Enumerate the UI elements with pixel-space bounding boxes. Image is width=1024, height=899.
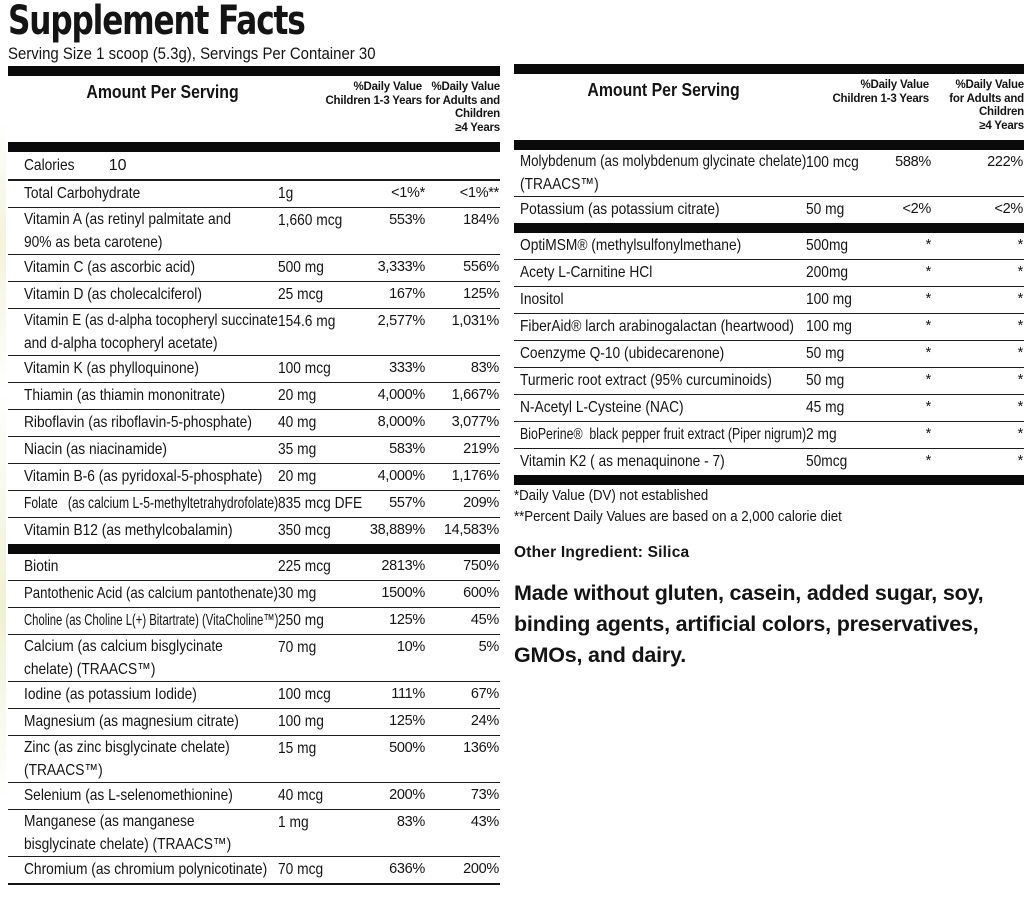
nutrient-name	[8, 181, 278, 206]
nutrient-row	[8, 708, 500, 735]
nutrient-name	[514, 341, 806, 366]
nutrient-name-line1: Vitamin A (as retinyl palmitate and	[24, 211, 232, 228]
dv-children-value: 588%	[895, 154, 931, 170]
dv-adults-value: 83%	[470, 360, 499, 376]
nutrient-name-line1: Folate (as calcium L-5-methyltetrahydrofolate)	[24, 495, 279, 512]
dv-children-value: *	[925, 426, 931, 442]
calories-row	[8, 152, 500, 180]
dv-adults-value: 200%	[463, 861, 499, 877]
dv-not-established-note: *Daily Value (DV) not established	[514, 487, 709, 504]
nutrient-name	[8, 208, 278, 254]
dv-adults-value: 1,176%	[451, 468, 499, 484]
nutrient-amount: 100 mcg	[278, 686, 331, 703]
nutrient-row	[8, 607, 500, 634]
nutrient-amount: 100 mcg	[278, 360, 331, 377]
nutrient-amount: 100 mg	[806, 291, 852, 308]
dv-adults-value: 750%	[463, 558, 499, 574]
nutrient-row	[8, 308, 500, 355]
nutrient-amount: 835 mcg DFE	[278, 495, 363, 512]
nutrient-amount: 225 mcg	[278, 558, 331, 575]
right-panel	[514, 64, 1024, 671]
dv-children-value: 10%	[396, 639, 425, 655]
nutrient-name	[8, 309, 278, 355]
dv-children-value: 2,577%	[377, 313, 425, 329]
nutrient-name	[8, 709, 278, 734]
nutrient-name-line1: Vitamin D (as cholecalciferol)	[24, 286, 202, 303]
nutrient-name	[514, 395, 806, 420]
dv-adults-value: *	[1017, 264, 1023, 280]
divider-bar	[514, 64, 1024, 74]
nutrient-name-line1: Iodine (as potassium Iodide)	[24, 686, 197, 703]
nutrient-row	[514, 259, 1024, 286]
dv-children-value: 636%	[389, 861, 425, 877]
right-table-header	[514, 74, 1024, 140]
nutrient-name-line1: Vitamin K (as phylloquinone)	[24, 360, 199, 377]
nutrient-row	[514, 150, 1024, 196]
dv-children-value: <1%*	[391, 185, 425, 201]
nutrient-amount: 20 mg	[278, 468, 317, 485]
amount-per-serving-header: Amount Per Serving	[587, 80, 741, 100]
dv-children-value: 583%	[389, 441, 425, 457]
nutrient-amount: 25 mcg	[278, 286, 324, 303]
dv-children-value: 500%	[389, 740, 425, 756]
nutrient-amount: 45 mg	[806, 399, 845, 416]
nutrient-name	[8, 635, 278, 681]
nutrient-row	[514, 286, 1024, 313]
nutrient-name-line1: Turmeric root extract (95% curcuminoids)	[520, 372, 772, 389]
nutrient-row	[8, 782, 500, 809]
nutrient-amount: 154.6 mg	[278, 313, 336, 330]
nutrient-name-line1: Biotin	[24, 558, 59, 575]
nutrient-row	[8, 355, 500, 382]
dv-children-value: 557%	[389, 495, 425, 511]
nutrient-name-line1: BioPerine® black pepper fruit extract (Piper nigrum)	[520, 426, 807, 443]
other-ingredient: Other Ingredient: Silica	[514, 544, 690, 561]
dv-adults-value: 1,031%	[451, 313, 499, 329]
nutrient-row	[8, 681, 500, 708]
dv-adults-value: *	[1017, 345, 1023, 361]
nutrient-amount: 1g	[278, 185, 294, 202]
nutrient-name-line2: (TRAACS™)	[24, 762, 103, 779]
dv-children-value: *	[925, 372, 931, 388]
dv-adults-value: 45%	[470, 612, 499, 628]
nutrient-name	[514, 260, 806, 285]
nutrient-name	[514, 287, 806, 312]
dv-adults-value: 43%	[470, 814, 499, 830]
nutrient-name-line1: Acety L-Carnitine HCl	[520, 264, 653, 281]
label-edge-tint	[0, 120, 6, 800]
nutrient-row	[514, 340, 1024, 367]
nutrient-name	[8, 857, 278, 882]
percent-dv-note: **Percent Daily Values are based on a 2,000 calorie diet	[514, 508, 842, 525]
dv-children-value: 83%	[396, 814, 425, 830]
dv-children-value: 3,333%	[377, 259, 425, 275]
dv-adults-value: <1%**	[459, 185, 499, 201]
nutrient-amount: 40 mcg	[278, 787, 324, 804]
dv-children-header: %Daily Value Children 1-3 Years	[832, 79, 929, 105]
dv-children-value: 200%	[389, 787, 425, 803]
nutrient-name-line1: Chromium (as chromium polynicotinate)	[24, 861, 268, 878]
nutrient-name-line1: Manganese (as manganese	[24, 813, 195, 830]
nutrient-amount: 100 mg	[278, 713, 324, 730]
divider-bar	[8, 66, 500, 76]
nutrient-amount: 15 mg	[278, 740, 317, 757]
dv-children-value: 4,000%	[377, 468, 425, 484]
nutrient-row	[8, 254, 500, 281]
dv-adults-value: 222%	[987, 154, 1023, 170]
dv-adults-value: 600%	[463, 585, 499, 601]
dv-children-header: %Daily Value Children 1-3 Years	[325, 81, 422, 107]
nutrient-amount: 1,660 mcg	[278, 212, 343, 229]
nutrient-name	[8, 783, 278, 808]
nutrient-name-line1: OptiMSM® (methylsulfonylmethane)	[520, 237, 742, 254]
nutrient-amount: 2 mg	[806, 426, 837, 443]
nutrient-row	[8, 809, 500, 856]
nutrient-amount: 50 mg	[806, 201, 845, 218]
nutrient-row	[514, 233, 1024, 259]
nutrient-name	[8, 410, 278, 435]
nutrient-row	[8, 436, 500, 463]
divider-bar	[514, 475, 1024, 485]
nutrient-name-line1: Thiamin (as thiamin mononitrate)	[24, 387, 226, 404]
nutrient-name-line1: N-Acetyl L-Cysteine (NAC)	[520, 399, 684, 416]
dv-adults-value: *	[1017, 291, 1023, 307]
dv-adults-value: 67%	[470, 686, 499, 702]
nutrient-name-line1: Selenium (as L-selenomethionine)	[24, 787, 233, 804]
nutrient-name-line1: Potassium (as potassium citrate)	[520, 201, 720, 218]
dv-adults-value: 5%	[478, 639, 499, 655]
dv-children-value: *	[925, 453, 931, 469]
dv-adults-value: 125%	[463, 286, 499, 302]
nutrient-row	[8, 382, 500, 409]
nutrient-amount: 70 mcg	[278, 861, 324, 878]
nutrient-row	[8, 409, 500, 436]
nutrient-row	[8, 463, 500, 490]
nutrient-name-line1: Riboflavin (as riboflavin-5-phosphate)	[24, 414, 252, 431]
dv-adults-value: *	[1017, 237, 1023, 253]
dv-adults-value: 219%	[463, 441, 499, 457]
nutrient-amount: 50 mg	[806, 372, 845, 389]
nutrient-name	[514, 368, 806, 393]
dv-adults-value: 1,667%	[451, 387, 499, 403]
nutrient-amount: 70 mg	[278, 639, 317, 656]
nutrient-amount: 200mg	[806, 264, 849, 281]
nutrient-name-line1: Calcium (as calcium bisglycinate	[24, 638, 223, 655]
nutrient-name-line1: Vitamin B-6 (as pyridoxal-5-phosphate)	[24, 468, 263, 485]
dv-adults-value: 3,077%	[451, 414, 499, 430]
dv-children-value: 125%	[389, 713, 425, 729]
nutrient-amount: 20 mg	[278, 387, 317, 404]
dv-adults-value: *	[1017, 399, 1023, 415]
nutrient-name	[8, 464, 278, 489]
dv-children-value: 125%	[389, 612, 425, 628]
nutrient-name-line1: Vitamin C (as ascorbic acid)	[24, 259, 196, 276]
nutrient-name	[514, 150, 806, 196]
dv-children-value: <2%	[902, 201, 931, 217]
nutrient-name	[8, 810, 278, 856]
nutrient-name-line1: Pantothenic Acid (as calcium pantothenate)	[24, 585, 278, 602]
nutrient-name	[8, 437, 278, 462]
nutrient-row	[514, 196, 1024, 223]
dv-children-value: *	[925, 264, 931, 280]
dv-children-value: 8,000%	[377, 414, 425, 430]
nutrient-name	[514, 422, 806, 447]
nutrient-name-line2: (TRAACS™)	[520, 176, 599, 193]
nutrient-name-line2: 90% as beta carotene)	[24, 234, 163, 251]
nutrient-name-line1: Niacin (as niacinamide)	[24, 441, 168, 458]
dv-children-value: 38,889%	[369, 522, 425, 538]
dv-adults-value: 14,583%	[443, 522, 499, 538]
dv-adults-value: *	[1017, 372, 1023, 388]
dv-children-value: 167%	[389, 286, 425, 302]
nutrient-amount: 30 mg	[278, 585, 317, 602]
nutrient-name-line1: Inositol	[520, 291, 564, 308]
nutrient-amount: 100 mcg	[806, 154, 859, 171]
nutrient-amount: 40 mg	[278, 414, 317, 431]
calories-label: Calories	[24, 156, 75, 174]
dv-adults-value: 136%	[463, 740, 499, 756]
dv-adults-value: 184%	[463, 212, 499, 228]
dv-children-value: 111%	[391, 686, 425, 702]
nutrient-row	[514, 367, 1024, 394]
dv-adults-value: *	[1017, 318, 1023, 334]
nutrient-name-line2: chelate) (TRAACS™)	[24, 661, 156, 678]
nutrient-row	[8, 180, 500, 207]
dv-children-value: 2813%	[381, 558, 425, 574]
nutrient-amount: 350 mcg	[278, 522, 331, 539]
nutrient-name-line1: Vitamin E (as d-alpha tocopheryl succinate	[24, 312, 278, 329]
amount-per-serving-header: Amount Per Serving	[86, 82, 239, 102]
nutrient-name-line2: bisglycinate chelate) (TRAACS™)	[24, 836, 232, 853]
nutrient-name	[514, 233, 806, 258]
made-without-claims: Made without gluten, casein, added sugar, soy, binding agents, artificial colors, preservatives, GMOs, and dairy.	[514, 581, 984, 667]
nutrient-row	[8, 517, 500, 544]
nutrient-name-line1: Magnesium (as magnesium citrate)	[24, 713, 239, 730]
nutrient-name-line1: Total Carbohydrate	[24, 185, 141, 202]
nutrient-name-line2: and d-alpha tocopheryl acetate)	[24, 335, 218, 352]
nutrient-row	[8, 207, 500, 254]
nutrient-row	[8, 856, 500, 883]
dv-children-value: 4,000%	[377, 387, 425, 403]
dv-children-value: *	[925, 345, 931, 361]
dv-children-value: 333%	[389, 360, 425, 376]
calories-value: 10	[108, 156, 127, 174]
dv-children-value: *	[925, 318, 931, 334]
serving-info: Serving Size 1 scoop (5.3g), Servings Per Container 30	[8, 44, 376, 63]
nutrient-amount: 1 mg	[278, 814, 309, 831]
nutrient-name	[8, 581, 278, 606]
divider-bar	[8, 544, 500, 554]
left-table-header	[8, 76, 500, 142]
nutrient-amount: 50mcg	[806, 453, 848, 470]
dv-adults-value: *	[1017, 453, 1023, 469]
nutrient-row	[8, 554, 500, 580]
nutrient-name-line1: FiberAid® larch arabinogalactan (heartwood)	[520, 318, 795, 335]
dv-children-value: *	[925, 237, 931, 253]
dv-adults-value: <2%	[994, 201, 1023, 217]
left-table-section-2	[8, 554, 500, 885]
nutrient-amount: 500 mg	[278, 259, 324, 276]
dv-children-value: *	[925, 399, 931, 415]
nutrient-amount: 500mg	[806, 237, 849, 254]
nutrient-name	[8, 608, 278, 633]
nutrient-row	[514, 448, 1024, 475]
dv-adults-value: 556%	[463, 259, 499, 275]
nutrient-name-line1: Vitamin B12 (as methylcobalamin)	[24, 522, 233, 539]
nutrient-row	[514, 421, 1024, 448]
dv-adults-value: *	[1017, 426, 1023, 442]
dv-children-value: *	[925, 291, 931, 307]
nutrient-name	[8, 282, 278, 307]
nutrient-name	[8, 491, 278, 516]
nutrient-name	[8, 554, 278, 579]
left-panel	[8, 0, 500, 885]
left-table-section-1	[8, 152, 500, 544]
page-title: Supplement Facts	[8, 0, 305, 44]
right-table-section-2	[514, 233, 1024, 475]
nutrient-row	[514, 313, 1024, 340]
dv-adults-value: 209%	[463, 495, 499, 511]
dv-adults-header: %Daily Value for Adults and Children ≥4 Years	[949, 79, 1024, 132]
nutrient-row	[8, 281, 500, 308]
nutrient-row	[8, 580, 500, 607]
nutrient-name	[8, 255, 278, 280]
nutrient-name-line1: Vitamin K2 ( as menaquinone - 7)	[520, 453, 725, 470]
nutrient-name	[514, 314, 806, 339]
nutrient-name	[8, 518, 278, 543]
nutrient-name-line1: Choline (as Choline L(+) Bitartrate) (VitaCholine™)	[24, 612, 279, 629]
nutrient-name-line1: Molybdenum (as molybdenum glycinate chelate)	[520, 153, 807, 170]
dv-adults-value: 24%	[470, 713, 499, 729]
divider-bar	[514, 140, 1024, 150]
nutrient-amount: 250 mg	[278, 612, 324, 629]
nutrient-name-line1: Coenzyme Q-10 (ubidecarenone)	[520, 345, 725, 362]
divider-bar	[514, 223, 1024, 233]
nutrient-name	[8, 736, 278, 782]
nutrient-name	[514, 197, 806, 222]
nutrient-name	[8, 682, 278, 707]
nutrient-row	[8, 634, 500, 681]
nutrient-name	[514, 449, 806, 474]
nutrient-name	[8, 383, 278, 408]
nutrient-row	[8, 490, 500, 517]
dv-adults-header: %Daily Value for Adults and Children ≥4 Years	[425, 81, 500, 134]
nutrient-name-line1: Zinc (as zinc bisglycinate chelate)	[24, 739, 230, 756]
nutrient-amount: 50 mg	[806, 345, 845, 362]
dv-children-value: 553%	[389, 212, 425, 228]
right-table-section-1	[514, 150, 1024, 223]
nutrient-amount: 35 mg	[278, 441, 317, 458]
dv-children-value: 1500%	[381, 585, 425, 601]
divider-bar	[8, 142, 500, 152]
nutrient-row	[514, 394, 1024, 421]
nutrient-row	[8, 735, 500, 782]
nutrient-name	[8, 356, 278, 381]
dv-adults-value: 73%	[470, 787, 499, 803]
nutrient-amount: 100 mg	[806, 318, 852, 335]
